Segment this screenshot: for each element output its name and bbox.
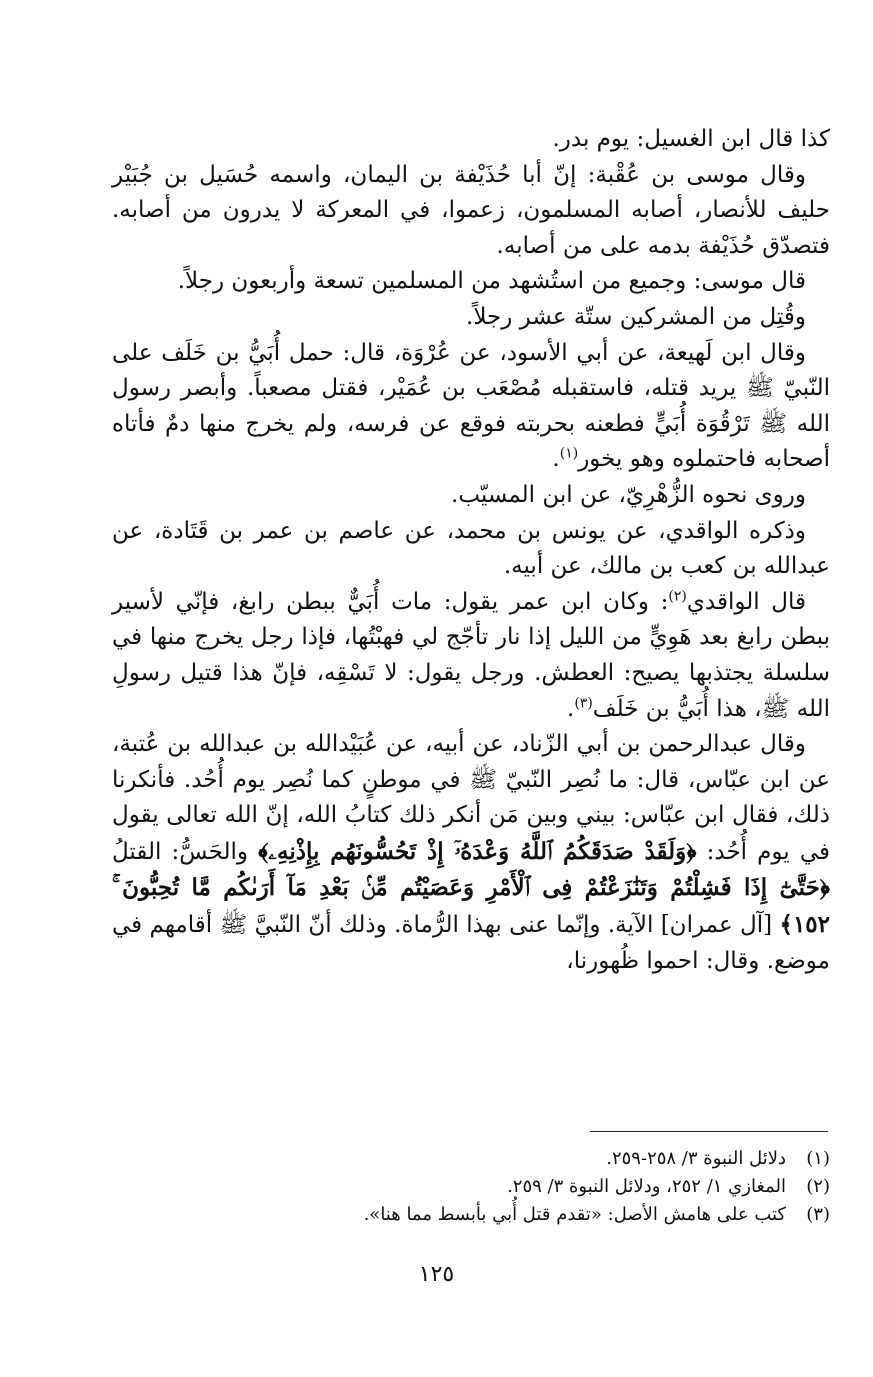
footnotes [112,1145,830,1229]
paragraph-7: وذكره الواقدي، عن يونس بن محمد، عن عاصم بن عمر بن قَتَادة، عن عبدالله بن كعب بن مالك، عن أبيه. [112,517,830,580]
page-number: ١٢٥ [418,1262,455,1287]
footnote-divider [590,1131,828,1132]
footnote-3: (٣)كتب على هامش الأصل: «تقدم قتل أُبي بأبسط مما هنا». [363,1204,830,1225]
footnote-2: (٢)المغازي ١/ ٢٥٢، ودلائل النبوة ٣/ ٢٥٩. [507,1176,830,1197]
paragraph-6: وروى نحوه الزُّهْرِيّ، عن ابن المسيّب. [451,481,806,508]
paragraph-1: كذا قال ابن الغسيل: يوم بدر. [552,126,830,152]
paragraph-2: وقال موسى بن عُقْبة: إنّ أبا حُذَيْفة بن اليمان، واسمه حُسَيل بن جُبَيْر حليف للأنصار، أصابه المسلمون، زعموا، في المعركة لا يدرون من أصابه. فتصدّق حُذَيْفة بدمه على من أصابه. [112,161,830,259]
footnote-ref-1[interactable]: (١) [559,445,579,462]
main-text [112,122,830,979]
paragraph-8: قال الواقدي$^{(٢)}$: وكان ابن عمر يقول: مات أُبَيٌّ ببطن رابغ، فإنّي لأسير ببطن رابغ بعد هَوِيٍّ من الليل إذا نار تأجّج لي فهبْتُها، فإذا رجل يخرج منها في سلسلة يجتذبها يصيح: العطش. ورجل يقول: لا تَسْقِه، فإنّ هذا قتيل رسولِ الله ﷺ، هذا أُبَيُّ بن خَلَف$^{(٣)}$. [112,588,830,722]
paragraph-3: قال موسى: وجميع من استُشهد من المسلمين تسعة وأربعون رجلاً. [177,268,806,295]
paragraph-4: وقُتِل من المشركين ستّة عشر رجلاً. [466,303,806,330]
footnote-ref-3[interactable]: (٣) [574,694,593,711]
quran-verse-1: ﴿وَلَقَدْ صَدَقَكُمُ ٱللَّهُ وَعْدَهُۥٓ إِذْ تَحُسُّونَهُم بِإِذْنِهِۦ﴾ [258,837,697,865]
quran-verse-2: ﴿حَتَّىٰٓ إِذَا فَشِلْتُمْ وَتَنَٰزَعْتُمْ فِى ٱلْأَمْرِ وَعَصَيْتُم مِّنۢ بَعْدِ مَآ أَرَىٰكُم مَّا تُحِبُّونَ ۚ ١٥٢﴾ [112,874,830,939]
footnote-ref-2[interactable]: (٢) [668,588,687,605]
paragraph-5: وقال ابن لَهيعة، عن أبي الأسود، عن عُرْوَة، قال: حمل أُبَيُّ بن خَلَف على النّبيّ ﷺ يريد قتله، فاستقبله مُصْعَب بن عُمَيْر، فقتل مصعباً. وأبصر رسول الله ﷺ تَرْقُوَة أُبَيٍّ فطعنه بحربته فوقع عن فرسه، ولم يخرج منها دمٌ فأتاه أصحابه فاحتملوه وهو يخور$^{(١)}$. [112,339,830,473]
footnote-1: (١)دلائل النبوة ٣/ ٢٥٨-٢٥٩. [606,1148,830,1169]
paragraph-9: وقال عبدالرحمن بن أبي الزّناد، عن أبيه، عن عُبَيْدالله بن عبدالله بن عُتبة، عن ابن عبّاس، قال: ما نُصِر النّبيّ ﷺ في موطنٍ كما نُصِر يوم أُحُد. فأنكرنا ذلك، فقال ابن عبّاس: بيني وبين مَن أنكر ذلك كتابُ الله، إنّ الله تعالى يقول في يوم أُحُد: ﴿وَلَقَدْ صَدَقَكُمُ ٱللَّهُ وَعْدَهُۥٓ إِذْ تَحُسُّونَهُم بِإِذْنِهِۦ﴾ والحَسُّ: القتلُ ﴿حَتَّىٰٓ إِذَا فَشِلْتُمْ وَتَنَٰزَعْتُمْ فِى ٱلْأَمْرِ وَعَصَيْتُم مِّنۢ بَعْدِ مَآ أَرَىٰكُم مَّا تُحِبُّونَ ۚ ١٥٢﴾ [آل عمران] الآية. وإنّما عنى بهذا الرُّماة. وذلك أنّ النّبيَّ ﷺ أقامهم في موضع. وقال: احموا ظُهورنا، [112,731,830,974]
